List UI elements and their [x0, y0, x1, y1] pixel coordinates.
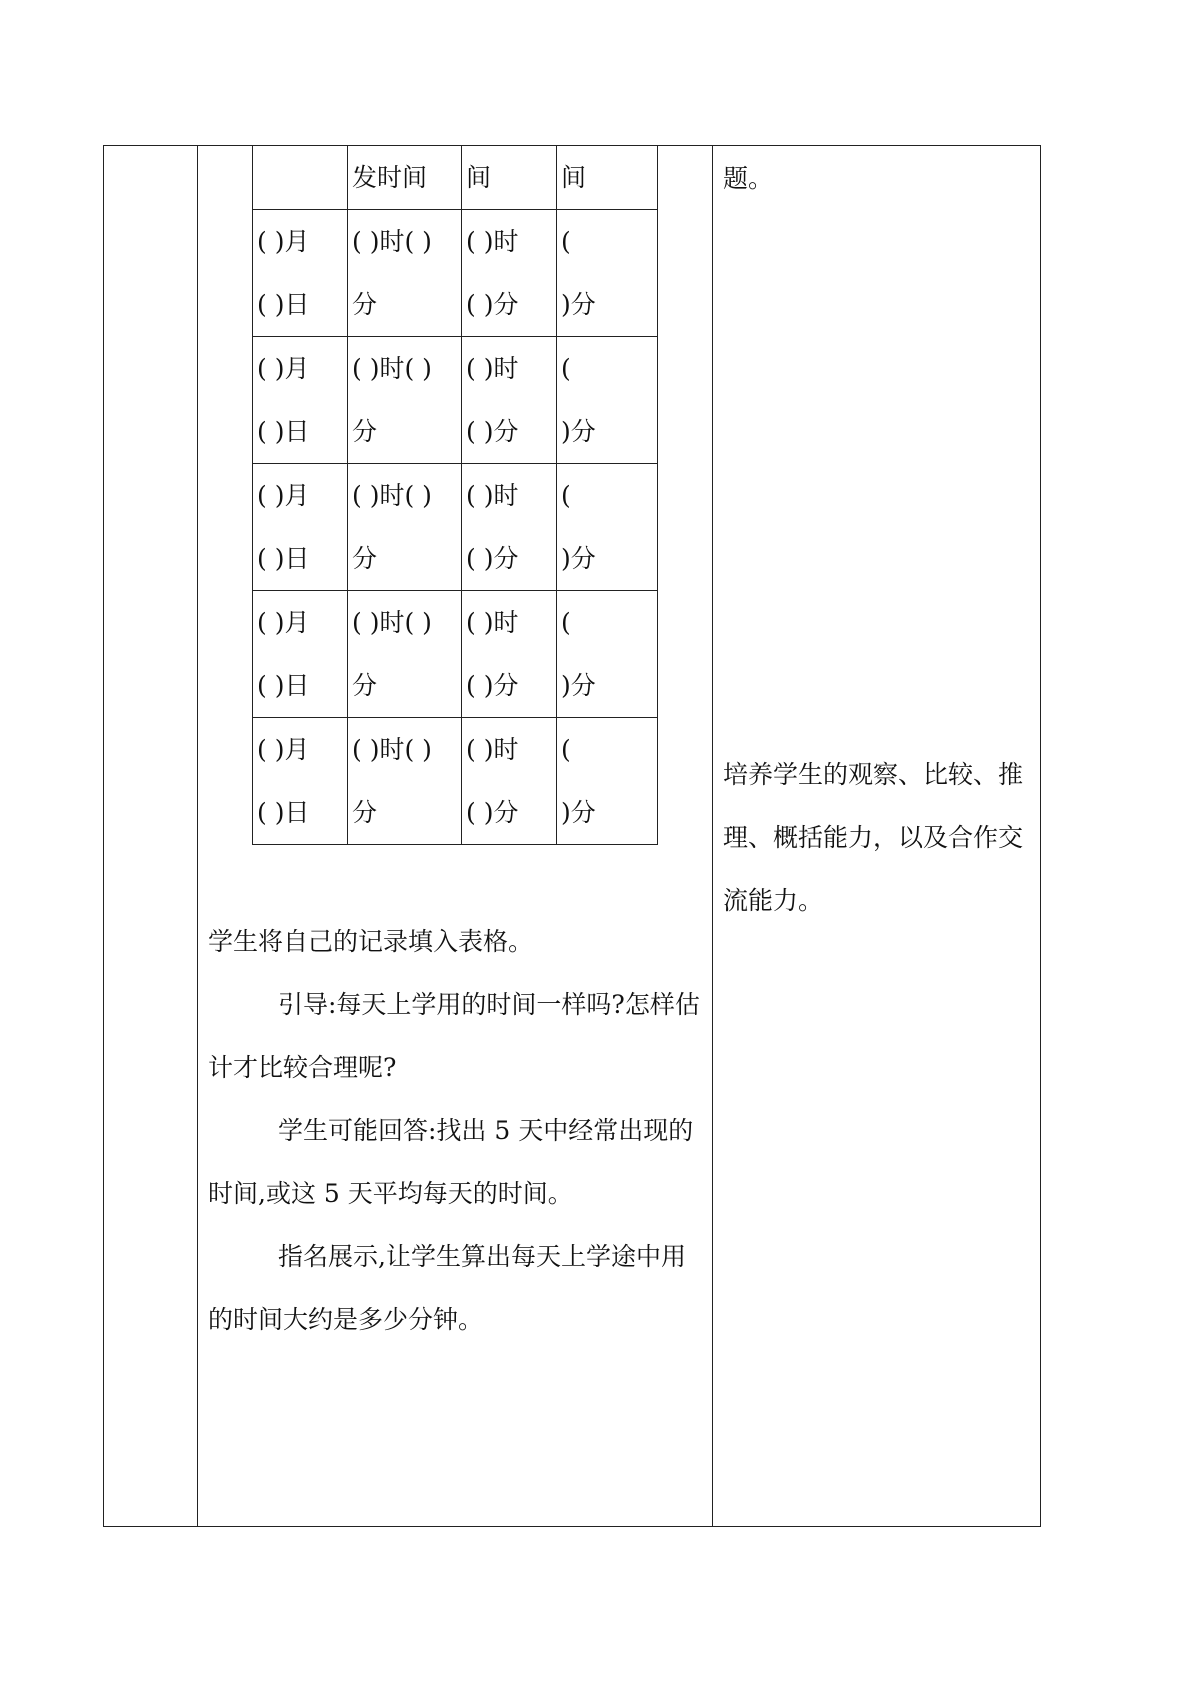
date-cell	[253, 210, 348, 337]
hour-blank: ( )时	[466, 481, 519, 510]
date-cell	[253, 718, 348, 845]
month-blank: ( )月	[257, 227, 310, 256]
duration-open: (	[561, 354, 571, 383]
paragraph-student-answer: 学生可能回答:找出 5 天中经常出现的时间,或这 5 天平均每天的时间。	[208, 1116, 694, 1208]
record-table	[252, 145, 658, 845]
date-cell	[253, 337, 348, 464]
duration-cell	[557, 210, 658, 337]
month-blank: ( )月	[257, 481, 310, 510]
depart-time-cell	[348, 210, 462, 337]
hour-minute-blank: ( )时( )	[352, 735, 432, 764]
hour-minute-blank: ( )时( )	[352, 227, 432, 256]
hour-blank: ( )时	[466, 735, 519, 764]
duration-minute: )分	[561, 417, 596, 446]
depart-time-cell	[348, 464, 462, 591]
header-cell: 间	[557, 146, 658, 210]
duration-open: (	[561, 735, 571, 764]
table-row	[253, 591, 658, 718]
minute-label: 分	[352, 671, 378, 700]
header-cell	[253, 146, 348, 210]
record-table-header	[253, 146, 658, 210]
day-blank: ( )日	[257, 417, 310, 446]
duration-minute: )分	[561, 671, 596, 700]
minute-label: 分	[352, 544, 378, 573]
day-blank: ( )日	[257, 544, 310, 573]
duration-minute: )分	[561, 544, 596, 573]
column-divider-2	[712, 146, 713, 1526]
date-cell	[253, 591, 348, 718]
paragraph-fill-table: 学生将自己的记录填入表格。	[208, 927, 534, 956]
depart-time-cell	[348, 718, 462, 845]
minute-blank: ( )分	[466, 798, 519, 827]
duration-cell	[557, 591, 658, 718]
duration-minute: )分	[561, 290, 596, 319]
table-row	[253, 210, 658, 337]
minute-blank: ( )分	[466, 290, 519, 319]
duration-cell	[557, 718, 658, 845]
minute-blank: ( )分	[466, 544, 519, 573]
depart-time-cell	[348, 337, 462, 464]
depart-time-cell	[348, 591, 462, 718]
minute-label: 分	[352, 290, 378, 319]
design-intent-top: 题。	[723, 164, 774, 193]
minute-label: 分	[352, 798, 378, 827]
hour-blank: ( )时	[466, 608, 519, 637]
day-blank: ( )日	[257, 798, 310, 827]
duration-open: (	[561, 608, 571, 637]
design-intent-goal: 培养学生的观察、比较、推理、概括能力，以及合作交流能力。	[723, 760, 1024, 915]
hour-blank: ( )时	[466, 354, 519, 383]
hour-minute-blank: ( )时( )	[352, 481, 432, 510]
teaching-process-text	[208, 910, 708, 1351]
duration-open: (	[561, 481, 571, 510]
minute-label: 分	[352, 417, 378, 446]
paragraph-presentation: 指名展示,让学生算出每天上学途中用的时间大约是多少分钟。	[208, 1242, 686, 1334]
minute-blank: ( )分	[466, 417, 519, 446]
arrive-time-cell	[462, 591, 557, 718]
day-blank: ( )日	[257, 671, 310, 700]
duration-cell	[557, 464, 658, 591]
month-blank: ( )月	[257, 735, 310, 764]
table-row	[253, 718, 658, 845]
arrive-time-cell	[462, 718, 557, 845]
column-divider-1	[197, 146, 198, 1526]
hour-minute-blank: ( )时( )	[352, 608, 432, 637]
duration-minute: )分	[561, 798, 596, 827]
date-cell	[253, 464, 348, 591]
duration-cell	[557, 337, 658, 464]
day-blank: ( )日	[257, 290, 310, 319]
paragraph-guide: 引导:每天上学用的时间一样吗?怎样估计才比较合理呢?	[208, 990, 700, 1082]
month-blank: ( )月	[257, 608, 310, 637]
header-cell: 间	[462, 146, 557, 210]
table-row	[253, 337, 658, 464]
arrive-time-cell	[462, 210, 557, 337]
table-row	[253, 464, 658, 591]
minute-blank: ( )分	[466, 671, 519, 700]
arrive-time-cell	[462, 337, 557, 464]
month-blank: ( )月	[257, 354, 310, 383]
duration-open: (	[561, 227, 571, 256]
hour-minute-blank: ( )时( )	[352, 354, 432, 383]
hour-blank: ( )时	[466, 227, 519, 256]
arrive-time-cell	[462, 464, 557, 591]
header-cell: 发时间	[348, 146, 462, 210]
